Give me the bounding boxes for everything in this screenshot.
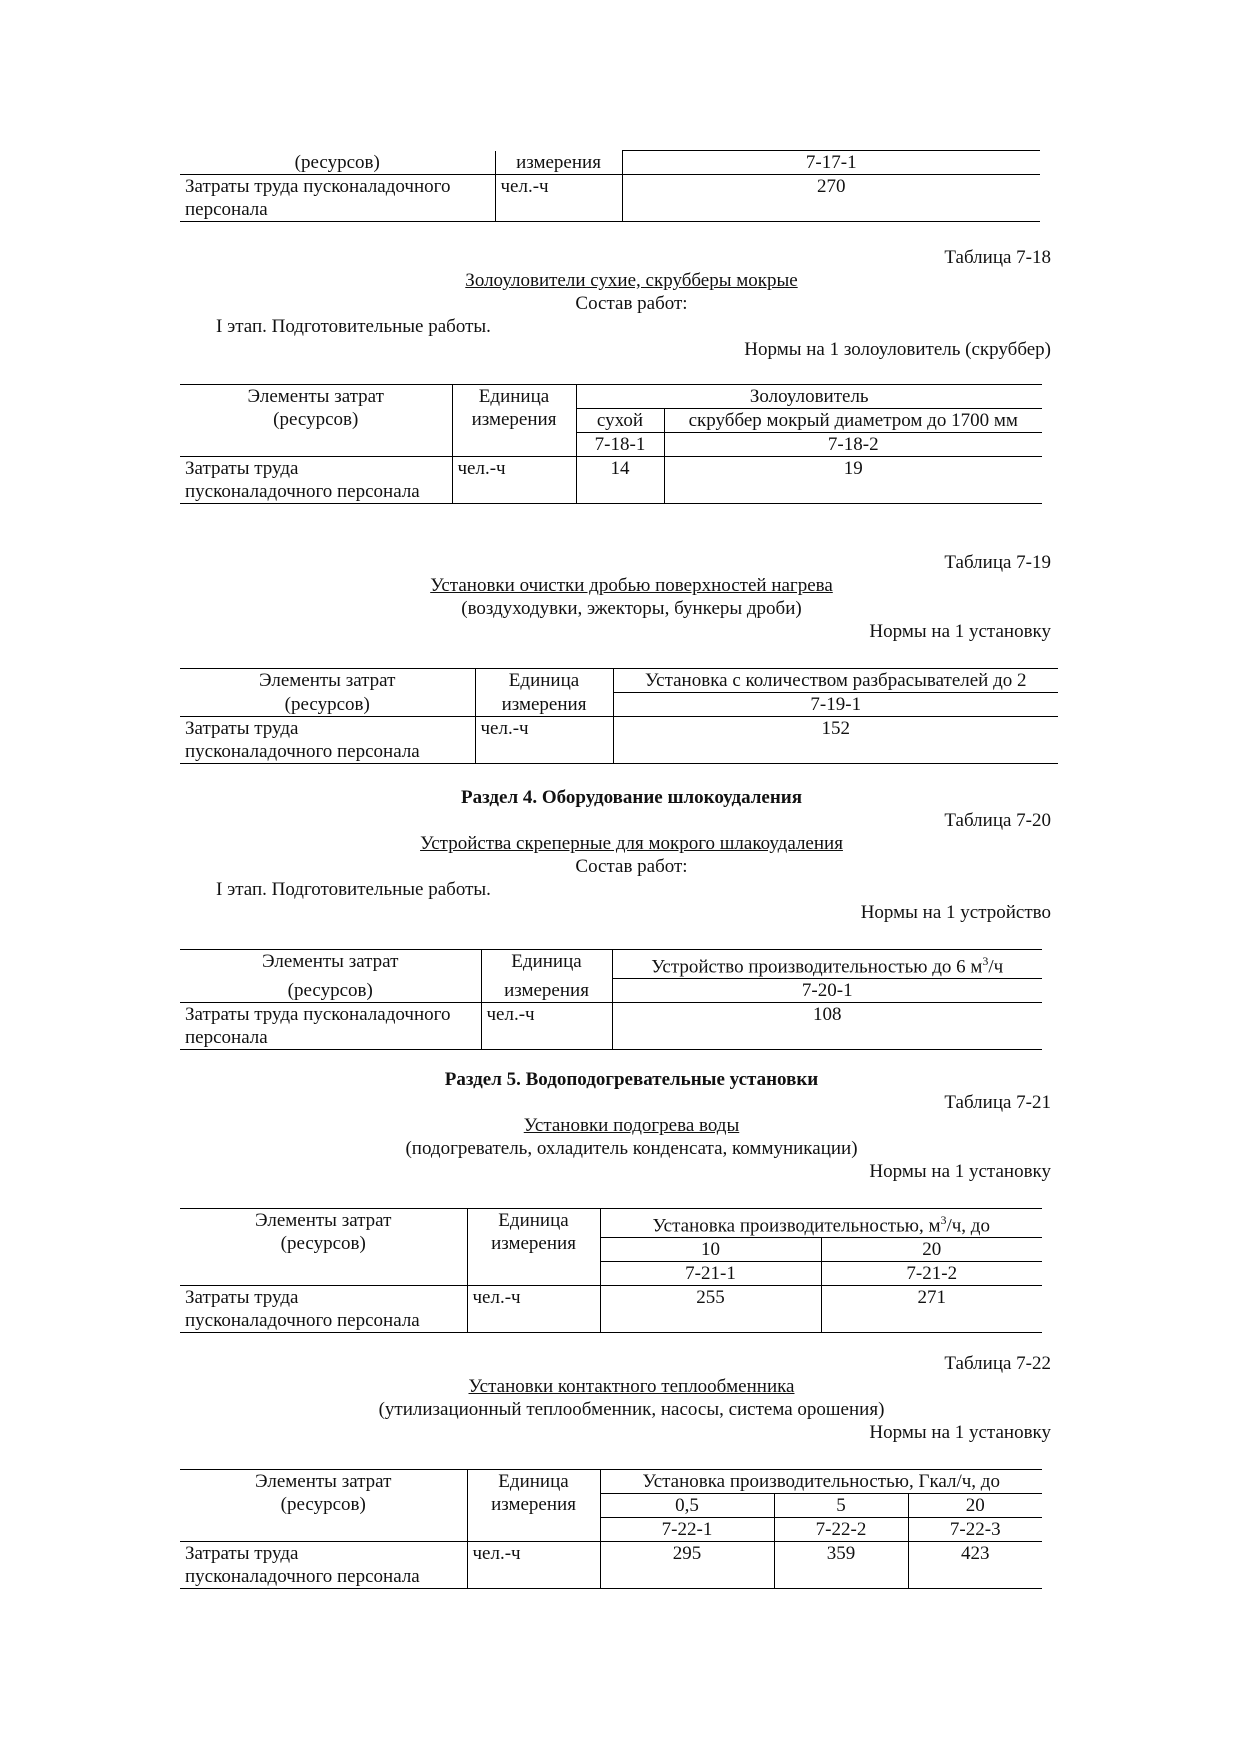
row-unit: чел.-ч: [475, 717, 613, 764]
stage-text: I этап. Подготовительные работы.: [216, 879, 491, 900]
table-7-19: Элементы затрат Единица Установка с количеством разбрасывателей до 2 (ресурсов) измерения 7-19-1 Затраты труда пусконаладочного персонала чел.-ч 152: [180, 668, 1058, 764]
header-col-3: 20: [908, 1494, 1042, 1518]
table-title-7-19: Установки очистки дробью поверхностей нагрева: [430, 575, 833, 596]
header-col-1: 0,5: [600, 1494, 774, 1518]
header-col-1: сухой: [576, 409, 664, 433]
table-7-22: [180, 1469, 1042, 1589]
row-unit: чел.-ч: [467, 1286, 600, 1333]
row-unit: чел.-ч: [495, 175, 622, 222]
row-label: Затраты труда пусконаладочного персонала: [180, 175, 495, 222]
table-title-7-18: Золоуловители сухие, скрубберы мокрые: [465, 270, 798, 291]
row-value: 270: [622, 175, 1040, 222]
section-4-heading: Раздел 4. Оборудование шлокоудаления: [461, 787, 802, 808]
row-value: 271: [821, 1286, 1042, 1333]
norms-text: Нормы на 1 установку: [869, 1161, 1051, 1182]
table-title-7-22: Установки контактного теплообменника: [468, 1376, 795, 1397]
header-unit: Единица измерения: [467, 1209, 600, 1286]
header-elements: Элементы затрат: [180, 669, 475, 693]
norms-text: Нормы на 1 устройство: [860, 902, 1051, 923]
header-elements: Элементы затрат (ресурсов): [180, 1209, 467, 1286]
composition-label: Состав работ:: [575, 856, 688, 877]
table-7-21: [180, 1208, 1042, 1333]
norms-text: Нормы на 1 установку: [869, 1422, 1051, 1443]
header-unit: Единица измерения: [467, 1470, 600, 1542]
row-value: 255: [600, 1286, 821, 1333]
stage-text: I этап. Подготовительные работы.: [216, 316, 491, 337]
header-elements: Элементы затрат: [180, 950, 481, 979]
header-unit: Единица измерения: [452, 385, 576, 433]
table-subtitle-7-21: (подогреватель, охладитель конденсата, коммуникации): [405, 1138, 858, 1159]
row-unit: чел.-ч: [452, 457, 576, 504]
header-group: Устройство производительностью до 6 $м^3/ч$: [612, 950, 1042, 979]
code-cell: 7-21-2: [821, 1262, 1042, 1286]
code-cell: 7-22-1: [600, 1518, 774, 1542]
composition-label: Состав работ:: [575, 293, 688, 314]
table-label-7-20: Таблица 7-20: [944, 810, 1051, 831]
code-cell: 7-19-1: [613, 693, 1058, 717]
norms-text: Нормы на 1 установку: [869, 621, 1051, 642]
code-cell: 7-22-2: [774, 1518, 908, 1542]
norms-text: Нормы на 1 золоуловитель (скруббер): [744, 339, 1051, 360]
table-label-7-21: Таблица 7-21: [944, 1092, 1051, 1113]
row-label: Затраты труда пусконаладочного персонала: [180, 717, 475, 764]
header-unit: Единица: [475, 669, 613, 693]
table-7-20: Элементы затрат Единица Устройство производительностью до 6 $м^3/ч$ (ресурсов) измерения 7-20-1 Затраты труда пусконаладочного персонала чел.-ч 108: [180, 949, 1042, 1050]
row-value: 14: [576, 457, 664, 504]
header-group: Золоуловитель: [576, 385, 1042, 409]
row-label: Затраты труда пусконаладочного персонала: [180, 1286, 467, 1333]
table-7-18: [180, 384, 1042, 504]
header-col-2: 5: [774, 1494, 908, 1518]
header-resources: (ресурсов): [180, 151, 495, 175]
code-cell: 7-20-1: [612, 979, 1042, 1003]
row-label: Затраты труда пусконаладочного персонала: [180, 1542, 467, 1589]
header-unit: Единица: [481, 950, 612, 979]
table-7-17: [180, 150, 1040, 222]
code-cell: 7-17-1: [622, 151, 1040, 175]
row-value: 423: [908, 1542, 1042, 1589]
header-elements: Элементы затрат (ресурсов): [180, 385, 452, 433]
table-title-7-21: Установки подогрева воды: [523, 1115, 740, 1136]
table-title-7-20: Устройства скреперные для мокрого шлакоудаления: [420, 833, 843, 854]
row-label: Затраты труда пусконаладочного персонала: [180, 1003, 481, 1050]
header-unit: измерения: [495, 151, 622, 175]
row-value: 19: [664, 457, 1042, 504]
row-value: 108: [612, 1003, 1042, 1050]
header-group: Установка с количеством разбрасывателей до 2: [613, 669, 1058, 693]
code-cell: 7-18-1: [576, 433, 664, 457]
row-label: Затраты труда пусконаладочного персонала: [180, 457, 452, 504]
table-label-7-19: Таблица 7-19: [944, 552, 1051, 573]
header-col-1: 10: [600, 1238, 821, 1262]
header-col-2: скруббер мокрый диаметром до 1700 мм: [664, 409, 1042, 433]
table-label-7-18: Таблица 7-18: [944, 247, 1051, 268]
row-unit: чел.-ч: [481, 1003, 612, 1050]
row-unit: чел.-ч: [467, 1542, 600, 1589]
row-value: 359: [774, 1542, 908, 1589]
table-subtitle-7-22: (утилизационный теплообменник, насосы, система орошения): [378, 1399, 885, 1420]
header-group: Установка производительностью, Гкал/ч, до: [600, 1470, 1042, 1494]
header-col-2: 20: [821, 1238, 1042, 1262]
row-value: 152: [613, 717, 1058, 764]
table-subtitle-7-19: (воздуходувки, эжекторы, бункеры дроби): [461, 598, 802, 619]
section-5-heading: Раздел 5. Водоподогревательные установки: [444, 1069, 819, 1090]
code-cell: 7-21-1: [600, 1262, 821, 1286]
code-cell: 7-22-3: [908, 1518, 1042, 1542]
header-group: Установка производительностью, $м^3/ч$, до: [600, 1209, 1042, 1238]
table-label-7-22: Таблица 7-22: [944, 1353, 1051, 1374]
header-elements: Элементы затрат (ресурсов): [180, 1470, 467, 1542]
row-value: 295: [600, 1542, 774, 1589]
code-cell: 7-18-2: [664, 433, 1042, 457]
